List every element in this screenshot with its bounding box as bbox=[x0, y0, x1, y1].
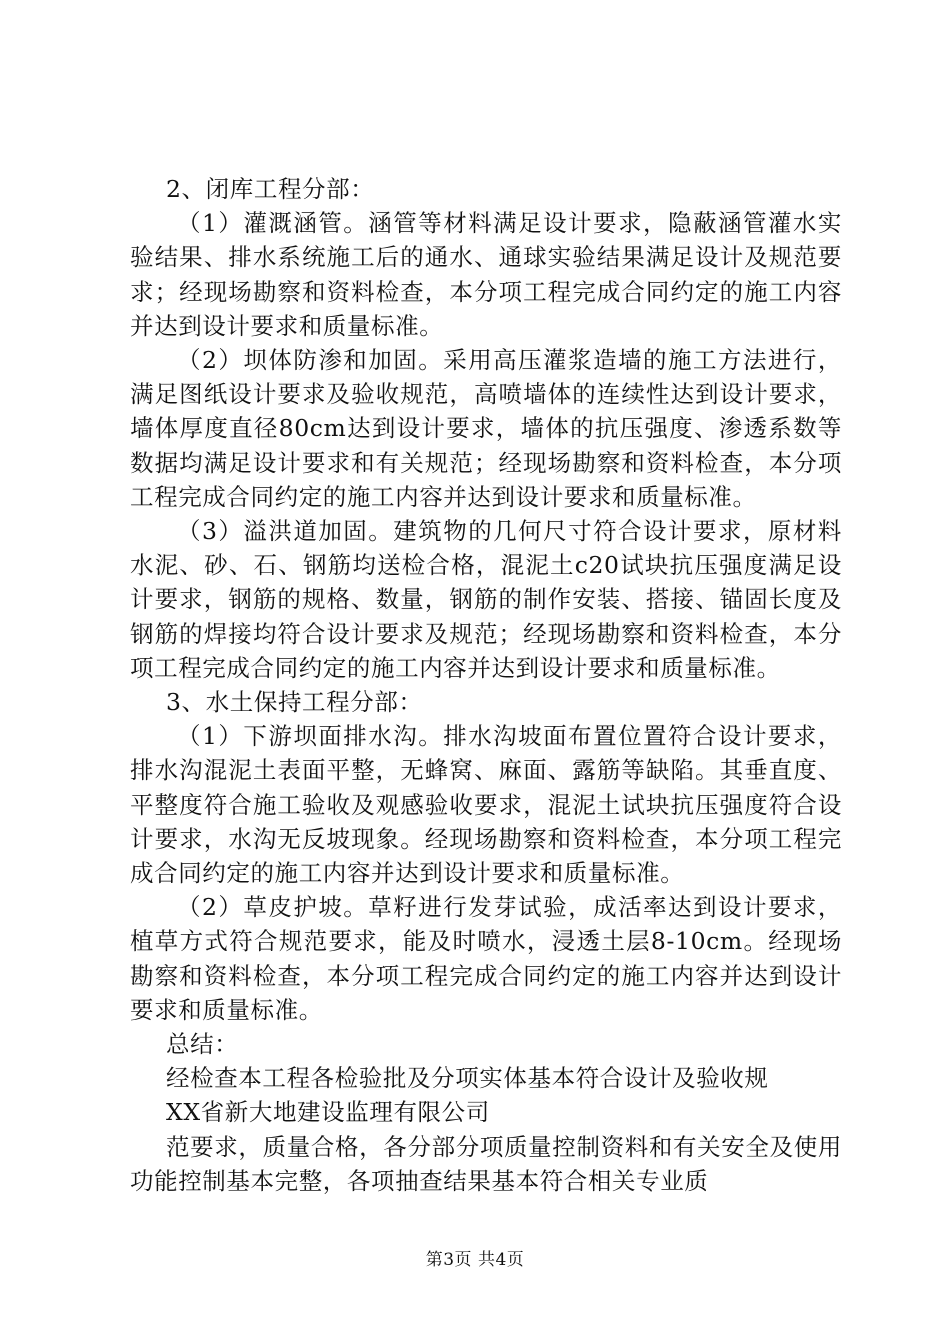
section-heading-soil-conservation: 3、水土保持工程分部： bbox=[166, 688, 423, 717]
paragraph-irrigation-culvert: （1）灌溉涵管。涵管等材料满足设计要求，隐蔽涵管灌水实验结果、排水系统施工后的通水、通球实验结果满足设计及规范要求；经现场勘察和资料检查，本分项工程完成合同约定的施工内容并达到设计要求和质量标准。 bbox=[130, 209, 842, 340]
document-body bbox=[130, 172, 842, 1198]
company-name: XX省新大地建设监理有限公司 bbox=[166, 1098, 490, 1127]
section-heading-closure: 2、闭库工程分部： bbox=[166, 175, 375, 203]
summary-text-continued: 范要求，质量合格，各分部分项质量控制资料和有关安全及使用功能控制基本完整，各项抽查结果基本符合相关专业质 bbox=[130, 1132, 842, 1195]
paragraph-turf-slope: （2）草皮护坡。草籽进行发芽试验，成活率达到设计要求，植草方式符合规范要求，能及时喷水，浸透土层8-10cm。经现场勘察和资料检查，本分项工程完成合同约定的施工内容并达到设计要求和质量标准。 bbox=[130, 893, 842, 1024]
summary-text-start: 经检查本工程各检验批及分项实体基本符合设计及验收规 bbox=[166, 1064, 769, 1093]
page-footer: 第3页 共4页 bbox=[425, 1250, 525, 1270]
paragraph-spillway: （3）溢洪道加固。建筑物的几何尺寸符合设计要求，原材料水泥、砂、石、钢筋均送检合格，混泥土c20试块抗压强度满足设计要求，钢筋的规格、数量，钢筋的制作安装、搭接、锚固长度及钢筋的焊接均符合设计要求及规范；经现场勘察和资料检查，本分项工程完成合同约定的施工内容并达到设计要求和质量标准。 bbox=[130, 517, 842, 682]
paragraph-dam-seepage: （2）坝体防渗和加固。采用高压灌浆造墙的施工方法进行，满足图纸设计要求及验收规范，高喷墙体的连续性达到设计要求，墙体厚度直径80cm达到设计要求，墙体的抗压强度、渗透系数等数据均满足设计要求和有关规范；经现场勘察和资料检查，本分项工程完成合同约定的施工内容并达到设计要求和质量标准。 bbox=[130, 346, 842, 511]
paragraph-drainage-ditch: （1）下游坝面排水沟。排水沟坡面布置位置符合设计要求，排水沟混泥土表面平整，无蜂窝、麻面、露筋等缺陷。其垂直度、平整度符合施工验收及观感验收要求，混泥土试块抗压强度符合设计要求，水沟无反坡现象。经现场勘察和资料检查，本分项工程完成合同约定的施工内容并达到设计要求和质量标准。 bbox=[130, 722, 842, 888]
summary-heading: 总结： bbox=[166, 1030, 239, 1059]
